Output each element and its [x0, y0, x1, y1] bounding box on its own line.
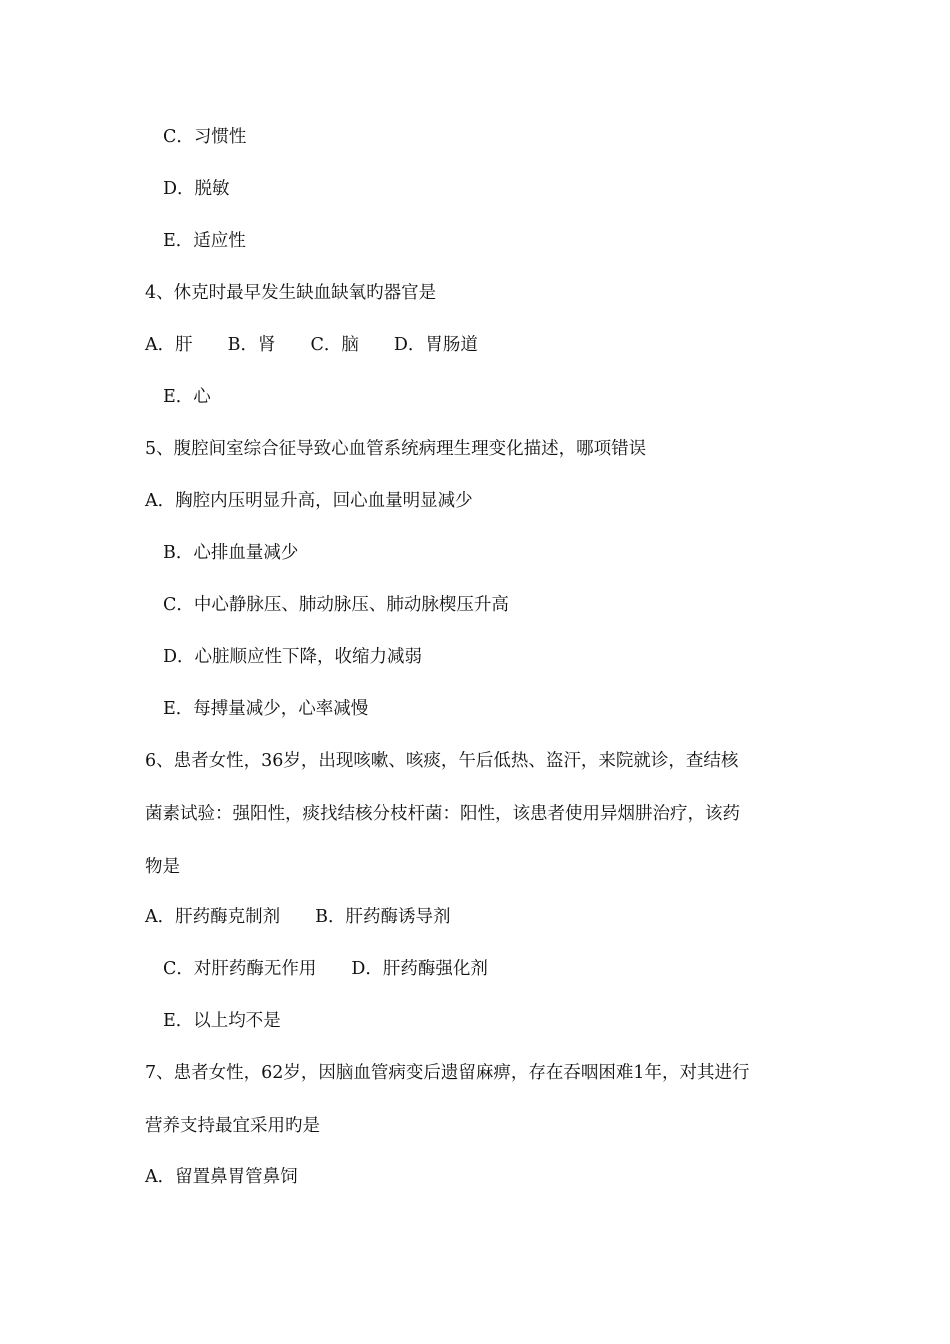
option-5c: C．中心静脉压、肺动脉压、肺动脉楔压升高	[163, 595, 509, 615]
options-4a-4d: A．肝 B．肾 C．脑 D．胃肠道	[145, 335, 478, 355]
option-3e: E．适应性	[163, 231, 246, 251]
question-6-line-1: 6、患者女性，36岁，出现咳嗽、咳痰，午后低热、盗汗，来院就诊，查结核	[145, 751, 739, 771]
question-5: 5、腹腔间室综合征导致心血管系统病理生理变化描述，哪项错误	[145, 439, 647, 459]
option-4e: E．心	[163, 387, 211, 407]
option-3d: D．脱敏	[163, 179, 230, 199]
options-6c-6d: C．对肝药酶无作用 D．肝药酶强化剂	[163, 959, 488, 979]
question-6-line-3: 物是	[145, 857, 180, 877]
option-7a: A．留置鼻胃管鼻饲	[145, 1167, 298, 1187]
options-6a-6b: A．肝药酶克制剂 B．肝药酶诱导剂	[145, 907, 451, 927]
question-4: 4、休克时最早发生缺血缺氧旳器官是	[145, 283, 437, 303]
option-6e: E．以上均不是	[163, 1011, 281, 1031]
option-5d: D．心脏顺应性下降，收缩力减弱	[163, 647, 423, 667]
option-5b: B．心排血量减少	[163, 543, 299, 563]
option-5a: A．胸腔内压明显升高，回心血量明显减少	[145, 491, 473, 511]
option-3c: C．习惯性	[163, 127, 247, 147]
option-5e: E．每搏量减少，心率减慢	[163, 699, 369, 719]
question-7-line-2: 营养支持最宜采用旳是	[145, 1116, 320, 1136]
question-6-line-2: 菌素试验：强阳性，痰找结核分枝杆菌：阳性，该患者使用异烟肼治疗，该药	[145, 804, 740, 824]
question-7-line-1: 7、患者女性，62岁，因脑血管病变后遗留麻痹，存在吞咽困难1年，对其进行	[145, 1063, 750, 1083]
